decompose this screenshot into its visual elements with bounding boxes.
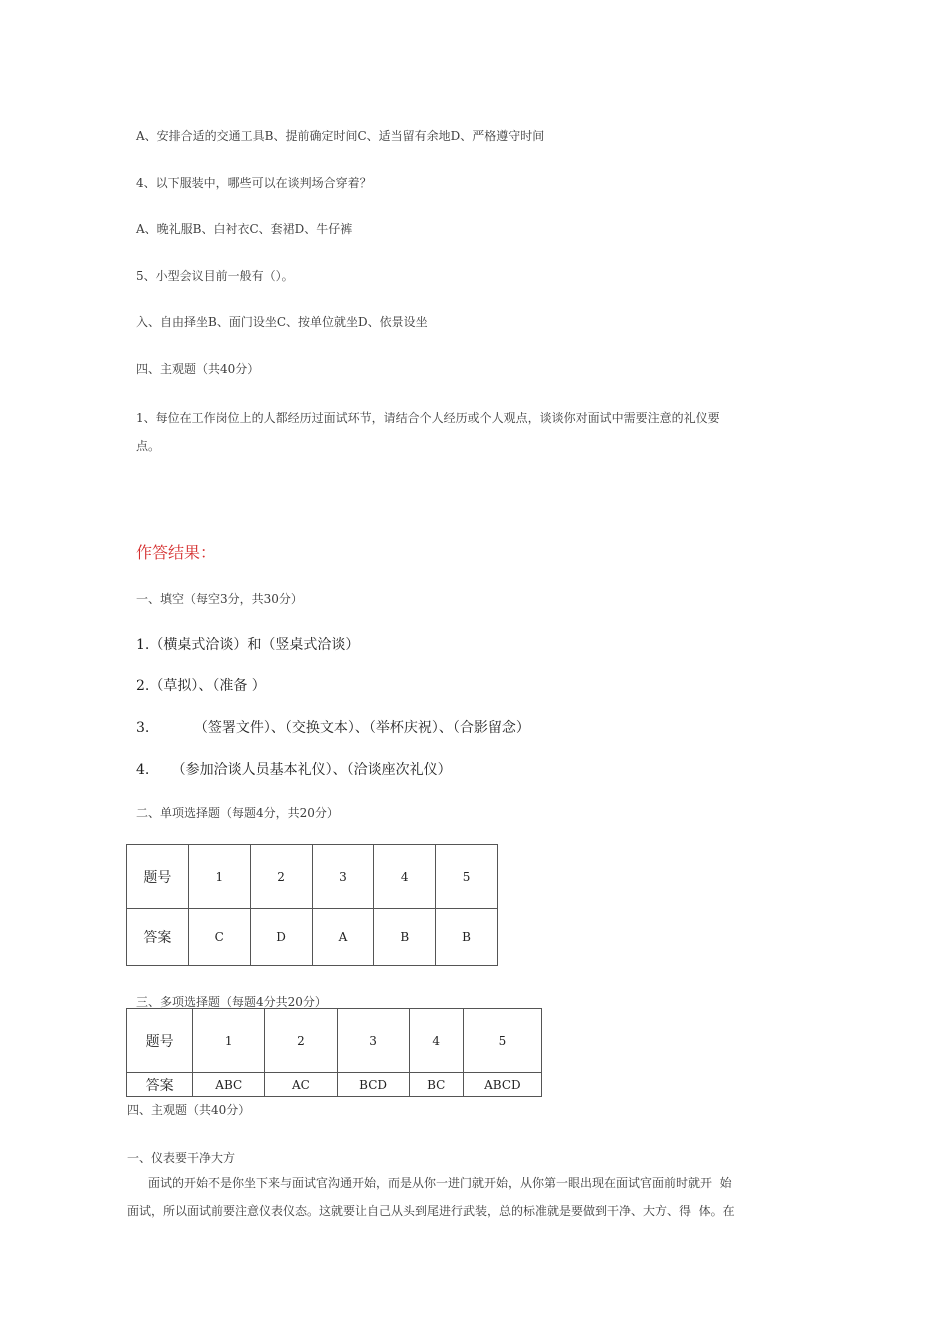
table-cell: 2 xyxy=(250,845,312,909)
table-row xyxy=(127,1073,542,1097)
fill-answer-2: 2.（草拟）、（准备 ） xyxy=(136,678,266,694)
q3-options: A、安排合适的交通工具B、提前确定时间C、适当留有余地D、严格遵守时间 xyxy=(136,129,545,143)
table-cell: ABC xyxy=(193,1073,265,1097)
table-cell: B xyxy=(374,909,436,966)
table-cell: 4 xyxy=(409,1009,463,1073)
table-cell: 5 xyxy=(436,845,498,909)
table-cell: ABCD xyxy=(463,1073,541,1097)
table-row xyxy=(127,1009,542,1073)
table-cell: 3 xyxy=(337,1009,409,1073)
point1-paragraph-line2: 面试，所以面试前要注意仪表仪态。这就要让自己从头到尾进行武装，总的标准就是要做到干净、大方、得 体。在 xyxy=(127,1204,735,1218)
fill-answer-4: 4. （参加洽谈人员基本礼仪）、（洽谈座次礼仪） xyxy=(136,762,452,778)
table-cell: A xyxy=(312,909,374,966)
table-cell: 3 xyxy=(312,845,374,909)
q4-options: A、晚礼服B、白衬衣C、套裙D、牛仔裤 xyxy=(136,222,353,236)
table-cell: D xyxy=(250,909,312,966)
row-label-number: 题号 xyxy=(127,1009,193,1073)
table-row xyxy=(127,845,498,909)
table-cell: 2 xyxy=(265,1009,337,1073)
table-cell: BC xyxy=(409,1073,463,1097)
row-label-answer: 答案 xyxy=(127,1073,193,1097)
q4-question: 4、以下服装中，哪些可以在谈判场合穿着？ xyxy=(136,176,372,190)
single-choice-heading: 二、单项选择题（每题4分，共20分） xyxy=(136,806,339,820)
table-cell: 4 xyxy=(374,845,436,909)
table-cell: C xyxy=(188,909,250,966)
table-cell: 1 xyxy=(188,845,250,909)
single-choice-table xyxy=(126,844,498,966)
multi-choice-heading: 三、多项选择题（每题4分共20分） xyxy=(136,995,327,1009)
table-cell: AC xyxy=(265,1073,337,1097)
section4-heading: 四、主观题（共40分） xyxy=(136,362,260,376)
q5-question: 5、小型会议目前一般有（）。 xyxy=(136,269,294,283)
table-cell: 1 xyxy=(193,1009,265,1073)
table-cell: BCD xyxy=(337,1073,409,1097)
fill-answer-1: 1.（横桌式洽谈）和（竖桌式洽谈） xyxy=(136,637,360,653)
essay-question-line1: 1、每位在工作岗位上的人都经历过面试环节，请结合个人经历或个人观点，谈谈你对面试中需要注意的礼仪要 xyxy=(136,411,720,425)
fill-heading: 一、填空（每空3分，共30分） xyxy=(136,592,303,606)
row-label-number: 题号 xyxy=(127,845,189,909)
q5-options: 入、自由择坐B、面门设坐C、按单位就坐D、依景设坐 xyxy=(136,315,428,329)
fill-answer-3: 3. （签署文件）、（交换文本）、（举杯庆祝）、（合影留念） xyxy=(136,720,530,736)
table-cell: 5 xyxy=(463,1009,541,1073)
table-cell: B xyxy=(436,909,498,966)
point1-paragraph-line1: 面试的开始不是你坐下来与面试官沟通开始，而是从你一进门就开始，从你第一眼出现在面试官面前时就开 始 xyxy=(148,1176,732,1190)
point1-heading: 一、仪表要干净大方 xyxy=(127,1151,236,1165)
answers-title: 作答结果： xyxy=(136,543,217,562)
table-row xyxy=(127,909,498,966)
subjective-heading: 四、主观题（共40分） xyxy=(127,1103,251,1117)
multi-choice-table xyxy=(126,1008,542,1097)
row-label-answer: 答案 xyxy=(127,909,189,966)
essay-question-line2: 点。 xyxy=(136,439,161,453)
